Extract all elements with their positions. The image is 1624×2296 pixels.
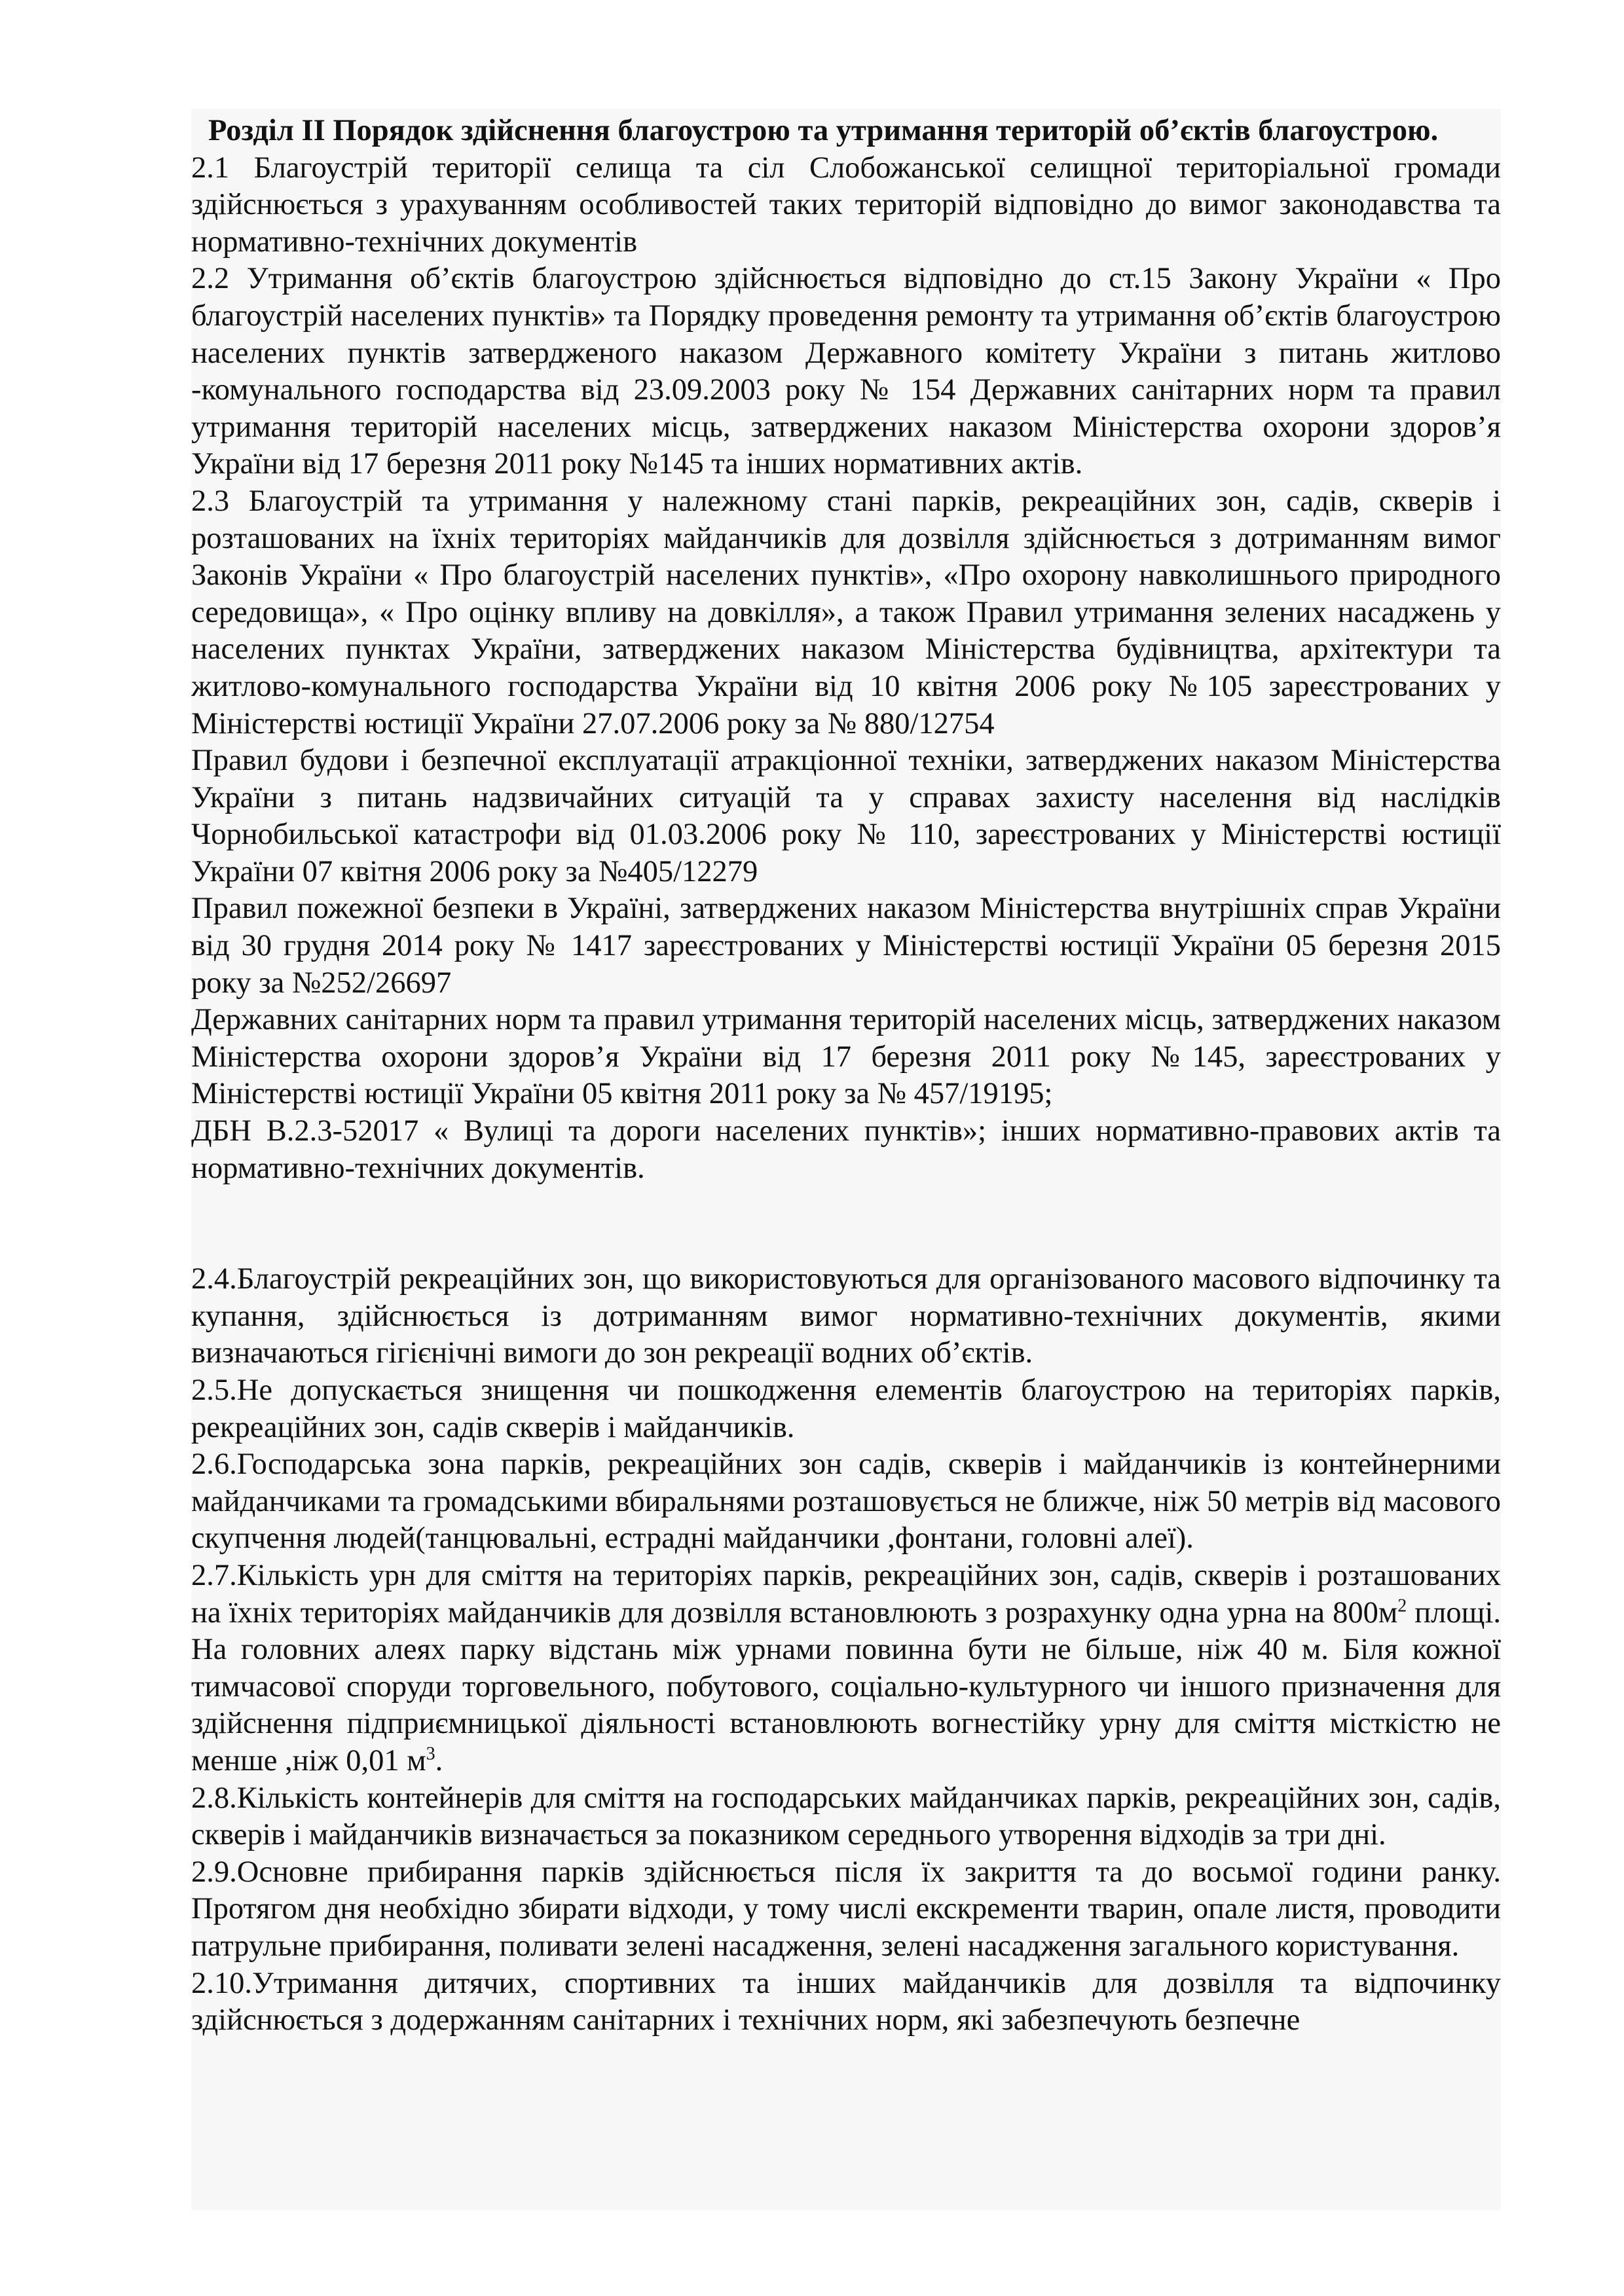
- cubic-meter-superscript: 3: [426, 1743, 435, 1764]
- paragraph-attraction-rules: Правил будови і безпечної експлуатації атракціонної техніки, затверджених наказом Міністерства України з питань надзвичайних ситуацій та у справах захисту населення від наслідків Чорнобильської катастрофи від 01.03.2006 року № 110, зареєстрованих у Міністерстві юстиції України 07 квітня 2006 року за №405/12279: [191, 744, 1501, 888]
- document-body: [191, 113, 1501, 2039]
- document-page: [191, 109, 1501, 2210]
- paragraph-2-2: 2.2 Утримання об’єктів благоустрою здійснюється відповідно до ст.15 Закону України « Про благоустрій населених пунктів» та Порядку проведення ремонту та утримання об’єктів благоустрою населених пунктів затвердженого наказом Державного комітету України з питань житлово -комунального господарства від 23.09.2003 року № 154 Державних санітарних норм та правил утримання територій населених місць, затверджених наказом Міністерства охорони здоров’я України від 17 березня 2011 року №145 та інших нормативних актів.: [191, 262, 1501, 481]
- paragraph-2-8: 2.8.Кількість контейнерів для сміття на господарських майданчиках парків, рекреаційних зон, садів, скверів і майданчиків визначається за показником середнього утворення відходів за три дні.: [191, 1781, 1501, 1852]
- paragraph-2-7: [191, 1558, 1501, 1780]
- paragraph-fire-safety-rules: Правил пожежної безпеки в Україні, затверджених наказом Міністерства внутрішніх справ України від 30 грудня 2014 року № 1417 зареєстрованих у Міністерстві юстиції України 05 березня 2015 року за №252/26697: [191, 892, 1501, 1000]
- paragraph-2-4: 2.4.Благоустрій рекреаційних зон, що використовуються для організованого масового відпочинку та купання, здійснюється із дотриманням вимог нормативно-технічних документів, якими визначаються гігієнічні вимоги до зон рекреації водних об’єктів.: [191, 1262, 1501, 1370]
- section-title: Розділ ІІ Порядок здійснення благоустрою та утримання територій об’єктів благоустрою.: [208, 114, 1439, 147]
- square-meter-superscript: 2: [1397, 1595, 1407, 1616]
- paragraph-2-10: 2.10.Утримання дитячих, спортивних та інших майданчиків для дозвілля та відпочинку здійснюється з додержанням санітарних і технічних норм, які забезпечують безпечне: [191, 1966, 1501, 2037]
- paragraph-2-3: 2.3 Благоустрій та утримання у належному стані парків, рекреаційних зон, садів, скверів і розташованих на їхніх територіях майданчиків для дозвілля здійснюється з дотриманням вимог Законів України « Про благоустрій населених пунктів», «Про охорону навколишнього природного середовища», « Про оцінку впливу на довкілля», а також Правил утримання зелених насаджень у населених пунктах України, затверджених наказом Міністерства будівництва, архітектури та житлово-комунального господарства України від 10 квітня 2006 року №105 зареєстрованих у Міністерстві юстиції України 27.07.2006 року за № 880/12754: [191, 484, 1501, 740]
- paragraph-sanitary-norms: Державних санітарних норм та правил утримання територій населених місць, затверджених наказом Міністерства охорони здоров’я України від 17 березня 2011 року №145, зареєстрованих у Міністерстві юстиції України 05 квітня 2011 року за № 457/19195;: [191, 1003, 1501, 1111]
- paragraph-2-5: 2.5.Не допускається знищення чи пошкодження елементів благоустрою на територіях парків, рекреаційних зон, садів скверів і майданчиків.: [191, 1374, 1501, 1444]
- paragraph-2-7-part-3: .: [435, 1743, 443, 1777]
- paragraph-dbn: ДБН В.2.3-52017 « Вулиці та дороги населених пунктів»; інших нормативно-правових актів та нормативно-технічних документів.: [191, 1114, 1501, 1185]
- paragraph-2-1: 2.1 Благоустрій території селища та сіл Слобожанської селищної територіальної громади здійснюється з урахуванням особливостей таких територій відповідно до вимог законодавства та нормативно-технічних документів: [191, 151, 1501, 259]
- blank-line: [191, 1187, 1501, 1261]
- paragraph-2-6: 2.6.Господарська зона парків, рекреаційних зон садів, скверів і майданчиків із контейнерними майданчиками та громадськими вбиральнями розташовується не ближче, ніж 50 метрів від масового скупчення людей(танцювальні, естрадні майданчики ,фонтани, головні алеї).: [191, 1448, 1501, 1556]
- paragraph-2-7-part-1: 2.7.Кількість урн для сміття на територіях парків, рекреаційних зон, садів, скверів і розташованих на їхніх територіях майданчиків для дозвілля встановлюють з розрахунку одна урна на 800м: [191, 1558, 1501, 1630]
- paragraph-2-9: 2.9.Основне прибирання парків здійснюється після їх закриття та до восьмої години ранку. Протягом дня необхідно збирати відходи, у тому числі екскременти тварин, опале листя, проводити патрульне прибирання, поливати зелені насадження, зелені насадження загального користування.: [191, 1855, 1501, 1963]
- paragraph-2-7-part-2: площі. На головних алеях парку відстань між урнами повинна бути не більше, ніж 40 м. Біля кожної тимчасової споруди торговельного, побутового, соціально-культурного чи іншого призначення для здійснення підприємницької діяльності встановлюють вогнестійку урну для сміття місткістю не менше ,ніж 0,01 м: [191, 1595, 1501, 1777]
